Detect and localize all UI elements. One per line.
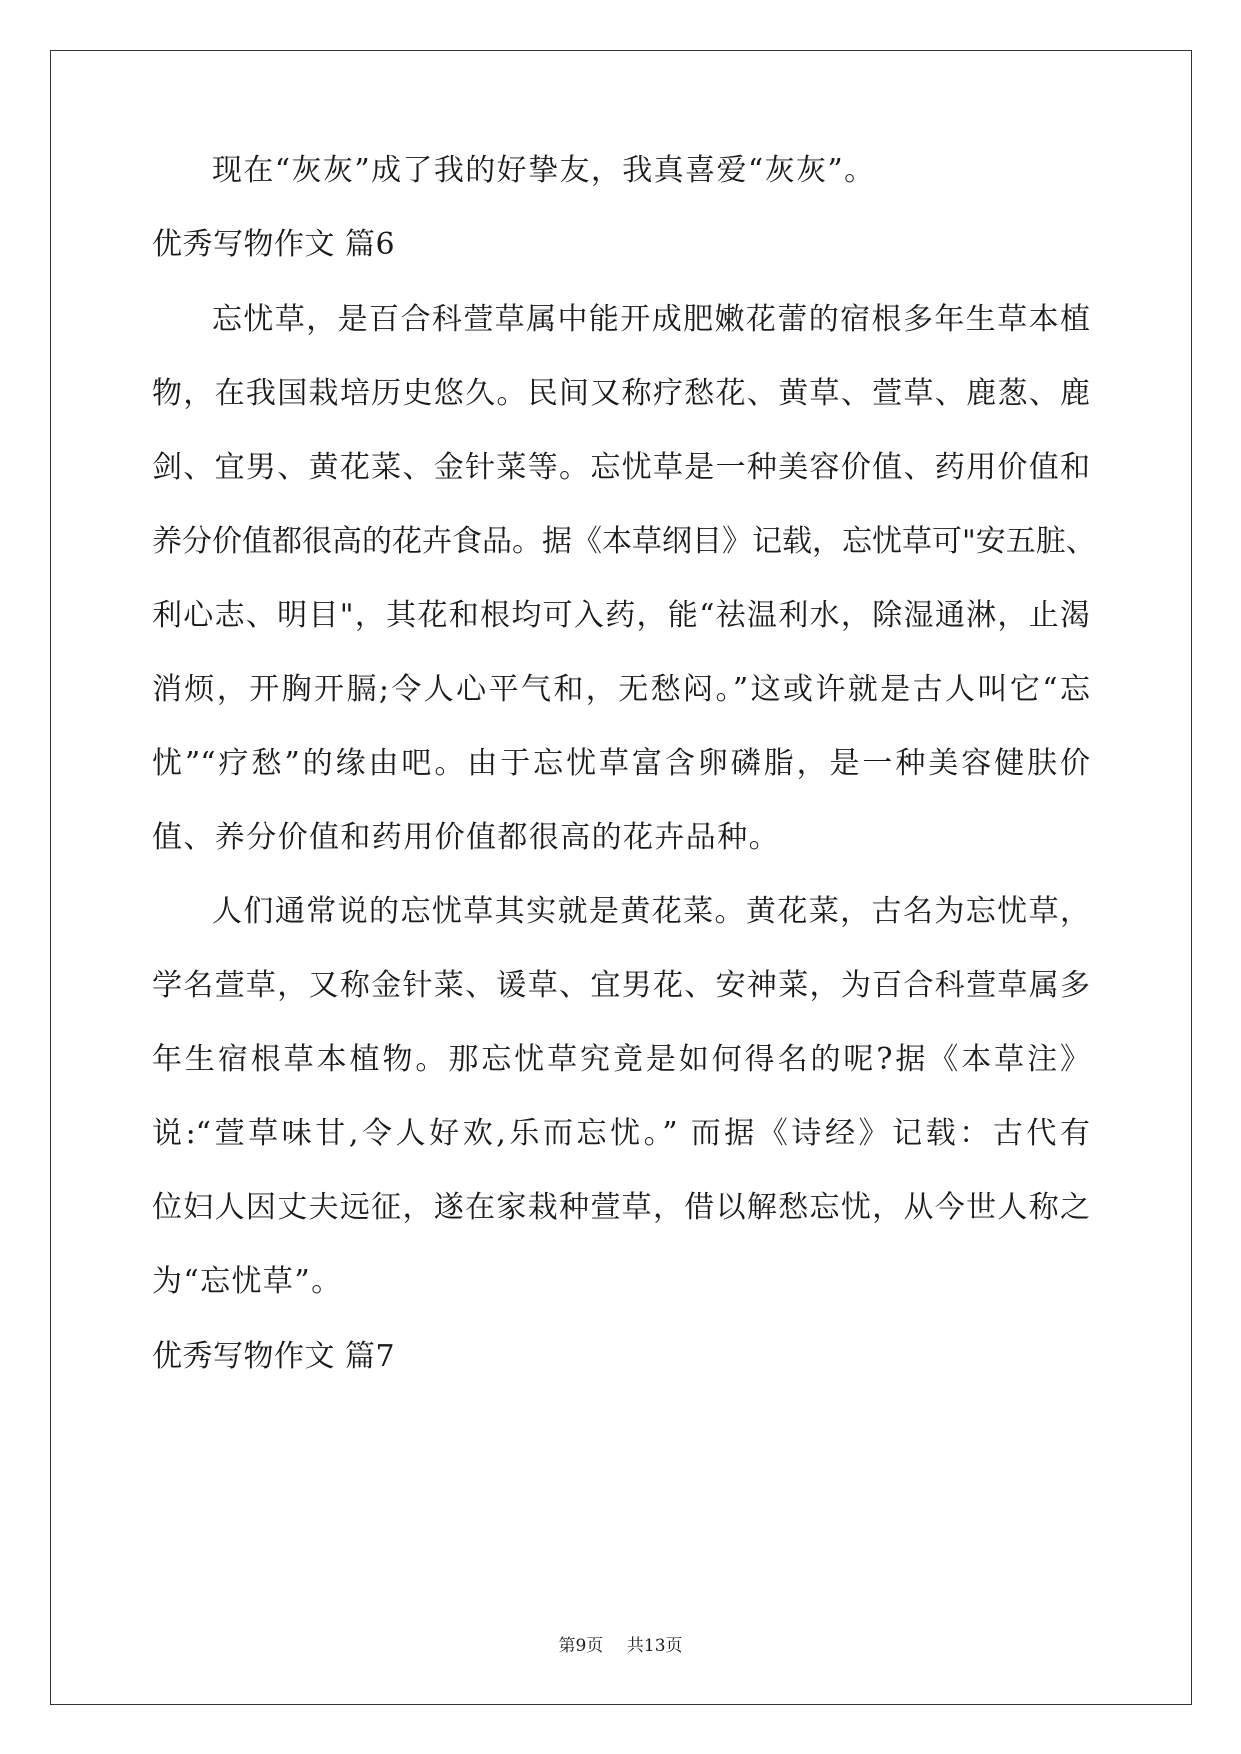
- paragraph-line: 说:“萱草味甘,令人好欢,乐而忘忧。” 而据《诗经》记载：古代有: [152, 1116, 1090, 1151]
- page-number: 第9页: [558, 1636, 604, 1656]
- paragraph-line: 忘忧草，是百合科萱草属中能开成肥嫩花蕾的宿根多年生草本植: [212, 302, 1090, 337]
- section-heading-7: 优秀写物作文 篇7: [152, 1339, 396, 1374]
- paragraph-line: 年生宿根草本植物。那忘忧草究竟是如何得名的呢?据《本草注》: [152, 1042, 1090, 1077]
- paragraph-line: 值、养分价值和药用价值都很高的花卉品种。: [152, 820, 780, 855]
- paragraph-line: 人们通常说的忘忧草其实就是黄花菜。黄花菜，古名为忘忧草，: [212, 894, 1090, 929]
- paragraph-line: 物，在我国栽培历史悠久。民间又称疗愁花、黄草、萱草、鹿葱、鹿: [152, 376, 1090, 411]
- paragraph-line: 养分价值都很高的花卉食品。据《本草纲目》记载，忘忧草可"安五脏、: [152, 524, 1096, 559]
- page-total: 共13页: [626, 1636, 683, 1656]
- paragraph-line: 忧”“疗愁”的缘由吧。由于忘忧草富含卵磷脂，是一种美容健肤价: [152, 746, 1090, 781]
- paragraph-line: 现在“灰灰”成了我的好挚友，我真喜爱“灰灰”。: [212, 153, 876, 188]
- paragraph-line: 为“忘忧草”。: [152, 1264, 343, 1299]
- paragraph-line: 剑、宜男、黄花菜、金针菜等。忘忧草是一种美容价值、药用价值和: [152, 450, 1090, 485]
- page-footer: [0, 1634, 1241, 1658]
- section-heading-6: 优秀写物作文 篇6: [152, 227, 396, 262]
- paragraph-line: 消烦，开胸开膈;令人心平气和，无愁闷。”这或许就是古人叫它“忘: [152, 672, 1090, 707]
- paragraph-line: 学名萱草，又称金针菜、谖草、宜男花、安神菜，为百合科萱草属多: [152, 968, 1090, 1003]
- paragraph-line: 位妇人因丈夫远征，遂在家栽种萱草，借以解愁忘忧，从今世人称之: [152, 1190, 1090, 1225]
- page-border: [50, 50, 1192, 1705]
- paragraph-line: 利心志、明目"，其花和根均可入药，能“祛温利水，除湿通淋，止渴: [152, 598, 1090, 633]
